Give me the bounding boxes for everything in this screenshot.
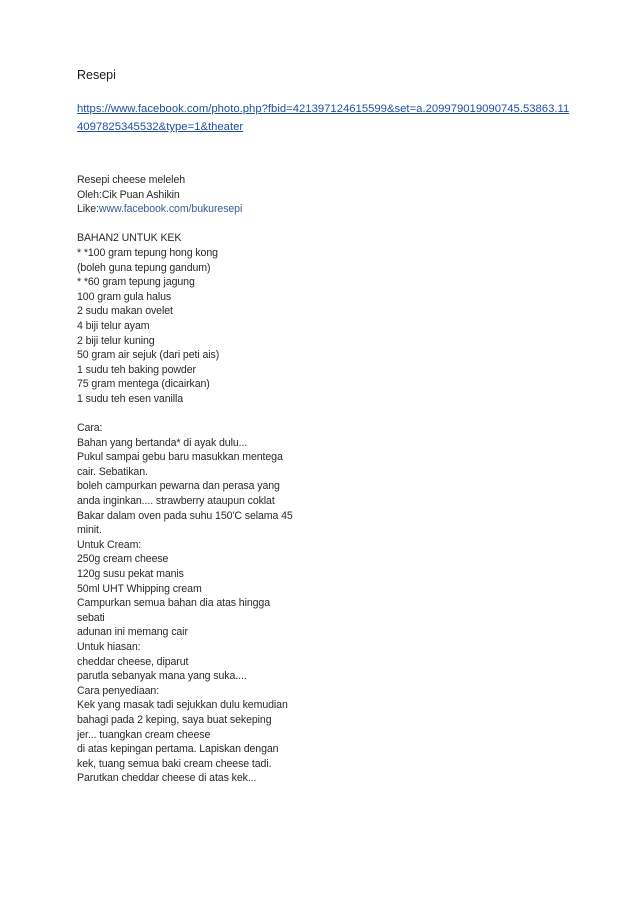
method-line: jer... tuangkan cream cheese bbox=[77, 728, 211, 741]
method-line: 250g cream cheese bbox=[77, 553, 169, 566]
ingredient-item: 1 sudu teh esen vanilla bbox=[77, 392, 184, 405]
method-line: Bahan yang bertanda* di ayak dulu... bbox=[77, 436, 248, 449]
ingredient-item: 50 gram air sejuk (dari peti ais) bbox=[77, 349, 220, 362]
document-title: Resepi bbox=[77, 68, 116, 82]
method-line: Untuk hiasan: bbox=[77, 641, 141, 653]
ingredient-list bbox=[77, 246, 317, 407]
method-line: Cara penyediaan: bbox=[77, 684, 160, 697]
method-line: 120g susu pekat manis bbox=[77, 568, 184, 581]
recipe-like bbox=[77, 202, 317, 217]
method-line: sebati bbox=[77, 611, 105, 624]
ingredient-item: 75 gram mentega (dicairkan) bbox=[77, 378, 210, 391]
ingredient-item: * *100 gram tepung hong kong bbox=[77, 246, 218, 259]
ingredient-item: 100 gram gula halus bbox=[77, 290, 172, 303]
like-label: Like: bbox=[77, 203, 99, 216]
method-list bbox=[77, 421, 317, 786]
method-line: anda inginkan.... strawberry ataupun coklat bbox=[77, 495, 275, 508]
ingredient-item: 2 sudu makan ovelet bbox=[77, 305, 173, 318]
method-line: bahagi pada 2 keping, saya buat sekeping bbox=[77, 713, 272, 726]
like-url-link[interactable]: www.facebook.com/bukuresepi bbox=[98, 203, 243, 216]
recipe-author: Oleh:Cik Puan Ashikin bbox=[77, 188, 180, 201]
method-line: 50ml UHT Whipping cream bbox=[77, 582, 202, 595]
ingredients-heading: BAHAN2 UNTUK KEK bbox=[77, 232, 182, 245]
link-line-2[interactable]: 4097825345532&type=1&theater bbox=[77, 121, 244, 133]
method-line: Bakar dalam oven pada suhu 150'C selama 45 bbox=[77, 509, 293, 522]
method-line: Pukul sampai gebu baru masukkan mentega bbox=[77, 451, 283, 464]
method-line: Kek yang masak tadi sejukkan dulu kemudian bbox=[77, 699, 288, 712]
method-line: minit. bbox=[77, 524, 102, 537]
ingredient-item: 1 sudu teh baking powder bbox=[77, 363, 196, 376]
spacer bbox=[77, 217, 317, 232]
ingredient-item: * *60 gram tepung jagung bbox=[77, 276, 195, 289]
ingredient-item: (boleh guna tepung gandum) bbox=[77, 261, 211, 274]
method-line: Cara: bbox=[77, 422, 103, 435]
method-line: Campurkan semua bahan dia atas hingga bbox=[77, 597, 271, 610]
spacer bbox=[77, 407, 317, 422]
link-line-1[interactable]: https://www.facebook.com/photo.php?fbid=421397124615599&set=a.209979019090745.53863.11 bbox=[77, 103, 570, 115]
method-line: adunan ini memang cair bbox=[77, 626, 188, 639]
recipe-name: Resepi cheese meleleh bbox=[77, 174, 186, 186]
method-line: cheddar cheese, diparut bbox=[77, 655, 189, 668]
ingredient-item: 2 biji telur kuning bbox=[77, 334, 155, 347]
method-line: cair. Sebatikan. bbox=[77, 465, 148, 478]
method-line: di atas kepingan pertama. Lapiskan dengan bbox=[77, 743, 279, 756]
recipe-body bbox=[77, 173, 317, 786]
ingredient-item: 4 biji telur ayam bbox=[77, 319, 150, 332]
method-line: parutla sebanyak mana yang suka.... bbox=[77, 670, 247, 683]
method-line: Parutkan cheddar cheese di atas kek... bbox=[77, 772, 257, 785]
method-line: boleh campurkan pewarna dan perasa yang bbox=[77, 480, 280, 493]
method-line: kek, tuang semua baki cream cheese tadi. bbox=[77, 757, 272, 770]
facebook-photo-link[interactable] bbox=[77, 100, 577, 136]
method-line: Untuk Cream: bbox=[77, 538, 142, 551]
